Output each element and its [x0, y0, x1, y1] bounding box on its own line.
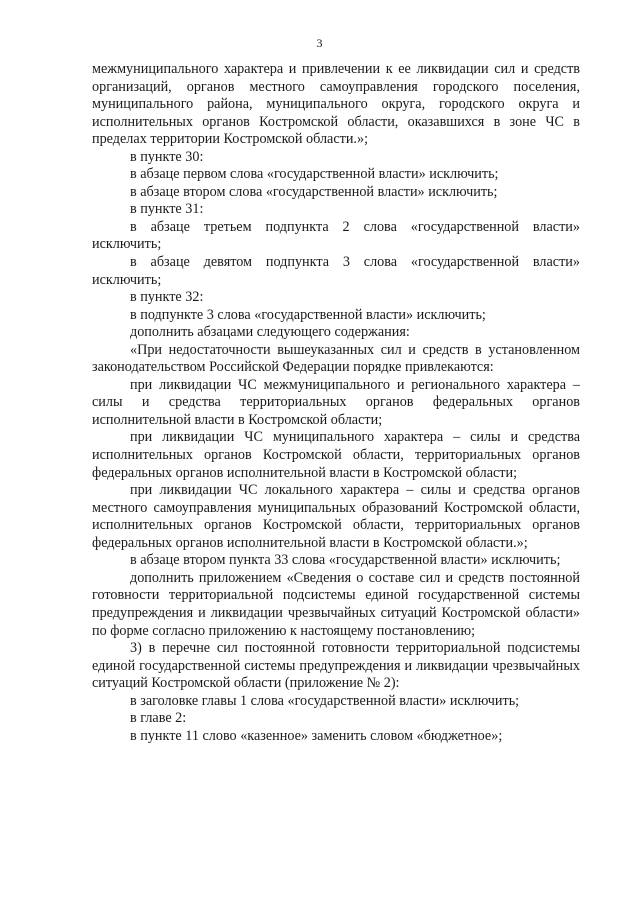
paragraph: дополнить приложением «Сведения о составе сил и средств постоянной готовности территориальной подсистемы единой государственной системы предупреждения и ликвидации чрезвычайных ситуаций Костромской области» по форме согласно приложению к настоящему постановлению;: [92, 569, 580, 639]
paragraph: в пункте 31:: [130, 201, 204, 218]
paragraph-quote: «При недостаточности вышеуказанных сил и средств в установленном законодательством Российской Федерации порядке привлекаются:: [92, 341, 580, 376]
paragraph-list-item: 3) в перечне сил постоянной готовности территориальной подсистемы единой государственной системы предупреждения и ликвидации чрезвычайных ситуаций Костромской области (приложение № 2):: [92, 640, 580, 692]
paragraph: в пункте 11 слово «казенное» заменить словом «бюджетное»;: [130, 727, 503, 744]
paragraph: в абзаце третьем подпункта 2 слова «государственной власти» исключить;: [92, 218, 580, 253]
page-number: 3: [316, 36, 323, 50]
paragraph: при ликвидации ЧС межмуниципального и регионального характера – силы и средства территориальных органов федеральных органов исполнительной власти в Костромской области;: [92, 376, 580, 428]
paragraph: при ликвидации ЧС муниципального характера – силы и средства исполнительных органов Костромской области, территориальных органов федеральных органов исполнительной власти в Костромской области;: [92, 429, 580, 481]
paragraph: в абзаце втором слова «государственной власти» исключить;: [130, 183, 498, 200]
paragraph: дополнить абзацами следующего содержания:: [130, 324, 410, 341]
document-body: [92, 61, 580, 745]
paragraph-continuation: межмуниципального характера и привлечении к ее ликвидации сил и средств организаций, органов местного самоуправления городского поселения, муниципального района, муниципального округа, городского округа и исполнительных органов Костромской области, оказавшихся в зоне ЧС в пределах территории Костромской области.»;: [92, 61, 580, 148]
paragraph: в подпункте 3 слова «государственной власти» исключить;: [130, 306, 486, 323]
paragraph: в абзаце первом слова «государственной власти» исключить;: [130, 166, 499, 183]
paragraph: в главе 2:: [130, 710, 187, 727]
paragraph: в заголовке главы 1 слова «государственной власти» исключить;: [130, 692, 520, 709]
paragraph: при ликвидации ЧС локального характера – силы и средства органов местного самоуправления муниципальных образований Костромской области, исполнительных органов Костромской области, территориальных органов федеральных органов исполнительной власти в Костромской области.»;: [92, 482, 580, 551]
paragraph: в пункте 30:: [130, 148, 204, 165]
paragraph: в абзаце втором пункта 33 слова «государственной власти» исключить;: [130, 552, 561, 569]
paragraph: в абзаце девятом подпункта 3 слова «государственной власти» исключить;: [92, 254, 580, 288]
paragraph: в пункте 32:: [130, 289, 204, 306]
